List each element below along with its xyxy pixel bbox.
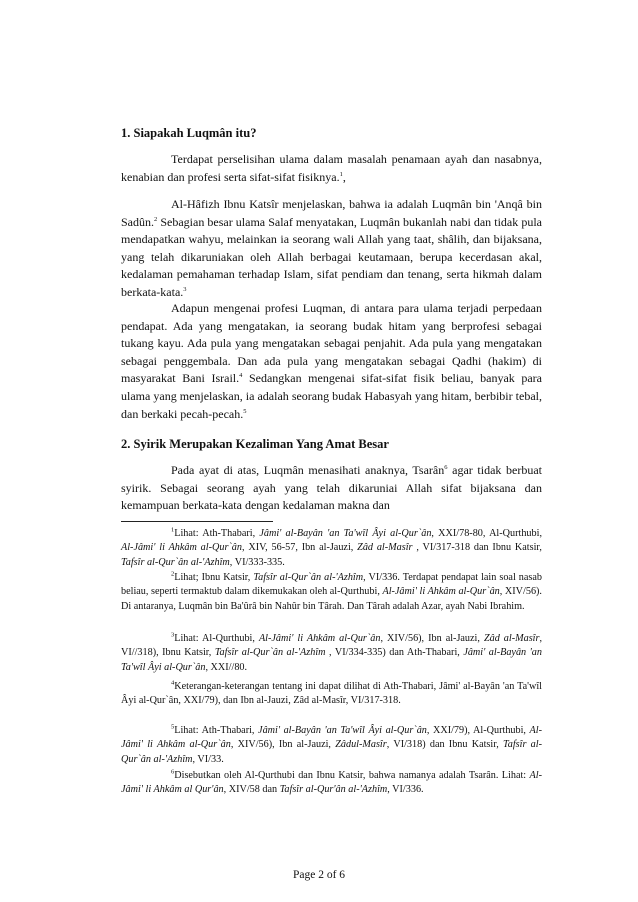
page-number: Page 2 of 6 (292, 869, 346, 881)
footnote-ref-6[interactable]: 6 (444, 464, 448, 471)
footnote-ref-2[interactable]: 2 (154, 215, 158, 223)
footnote-5: $^5$Lihat: Ath-Thabari, Jâmi' al-Bayân 'an Ta'wîl Âyi al-Qur`ân, XXI/79), Al-Qurthubi, Al-Jâmi' li Ahkâm al-Qur`ân, XIV/56), Ibn al-Jauzi, Zâdul-Masîr, VI/318) dan Ibnu Katsir, Tafsîr al-Qur`ân al-'Azhîm, VI/33. (121, 723, 542, 765)
footnote-ref-5[interactable]: 5 (243, 407, 247, 415)
footnote-6: $^6$Disebutkan oleh Al-Qurthubi dan Ibnu Katsir, bahwa namanya adalah Tsarân. Lihat: Al-Jâmi' li Ahkâm al Qur'ân, XIV/58 dan Tafsîr al-Qur'ân al-'Azhîm, VI/336. (121, 768, 542, 796)
footnote-4: $^4$Keterangan-keterangan tentang ini dapat dilihat di Ath-Thabari, Jâmi' al-Bayân 'an Ta'wîl Âyi al-Qur`ân, XXI/79), dan Ibn al-Jauzi, Zâd al-Masîr, VI/317-318. (121, 679, 542, 707)
footnote-ref-3[interactable]: 3 (183, 285, 187, 293)
section-1-heading: 1. Siapakah Luqmân itu? (121, 126, 257, 140)
section-1-paragraph-1: Terdapat perselisihan ulama dalam masalah penamaan ayah dan nasabnya, kenabian dan profesi serta sifat-sifat fisiknya.$^1$, (121, 152, 542, 184)
footnote-ref-1[interactable]: 1 (339, 170, 343, 178)
footnote-separator (121, 521, 273, 522)
footnote-3: $^3$Lihat: Al-Qurthubi, Al-Jâmi' li Ahkâm al-Qur`ân, XIV/56), Ibn al-Jauzi, Zâd al-Masîr, VI//318), Ibnu Katsir, Tafsîr al-Qur`ân al-'Azhîm , VI/334-335) dan Ath-Thabari, Jâmi' al-Bayân 'an Ta'wîl Âyi al-Qur`ân, XXI//80. (121, 631, 543, 673)
section-1-paragraph-2: Al-Hâfizh Ibnu Katsîr menjelaskan, bahwa ia adalah Luqmân bin 'Anqâ bin Sadûn.$^2$ Sebagian besar ulama Salaf menyatakan, Luqmân bukanlah nabi dan tidak pula mendapatkan wahyu, melainkan ia seorang wali Allah yang taat, shâlih, dan bijaksana, yang telah dikaruniakan oleh Allah berbagai keutamaan, berupa kecerdasan akal, kedalaman pemahaman terhadap Islam, sifat pendiam dan tenang, serta hikmah dalam berkata-kata.$^3$ (121, 197, 542, 299)
footnote-1: $^1$Lihat: Ath-Thabari, Jâmi' al-Bayân 'an Ta'wîl Âyi al-Qur`ân, XXI/78-80, Al-Qurthubi, Al-Jâmi' li Ahkâm al-Qur`ân, XIV, 56-57, Ibn al-Jauzi, Zâd al-Masîr , VI/317-318 dan Ibnu Katsir, Tafsîr al-Qur`ân al-'Azhîm, VI/333-335. (121, 526, 542, 568)
footnote-ref-4[interactable]: 4 (239, 372, 243, 380)
section-2-paragraph-1: Pada ayat di atas, Luqmân menasihati anaknya, Tsarân$^6$ agar tidak berbuat syirik. Sebagai seorang ayah yang telah dikaruniai Allah sifat bijaksana dan kemampuan berkata-kata dengan kedalaman makna dan (121, 463, 543, 513)
footnote-2: $^2$Lihat; Ibnu Katsir, Tafsîr al-Qur`ân al-'Azhîm, VI/336. Terdapat pendapat lain soal nasab beliau, seperti termaktub dalam dikemukakan oleh al-Qurthubi, Al-Jâmi' li Ahkâm al-Qur`ân, XIV/56). Di antaranya, Luqmân bin Ba'ûrâ bin Nahûr bin Târah. Dan Târah adalah Azar, ayah Nabi Ibrahim. (121, 570, 542, 612)
section-2-heading: 2. Syirik Merupakan Kezaliman Yang Amat Besar (121, 437, 389, 451)
section-1-paragraph-3: Adapun mengenai profesi Luqman, di antara para ulama terjadi perpedaan pendapat. Ada yang mengatakan, ia seorang budak hitam yang berprofesi sebagai tukang kayu. Ada pula yang mengatakan sebagai penjahit. Ada pula yang mengatakan sebagai penggembala. Dan ada pula yang mengatakan sebagai Qadhi (hakim) di masyarakat Bani Israil.$^4$ Sedangkan mengenai sifat-sifat fisik beliau, banyak para ulama yang menjelaskan, ia adalah seorang budak Habasyah yang hitam, berbibir tebal, dan berkaki pecah-pecah.$^5$ (121, 301, 542, 421)
